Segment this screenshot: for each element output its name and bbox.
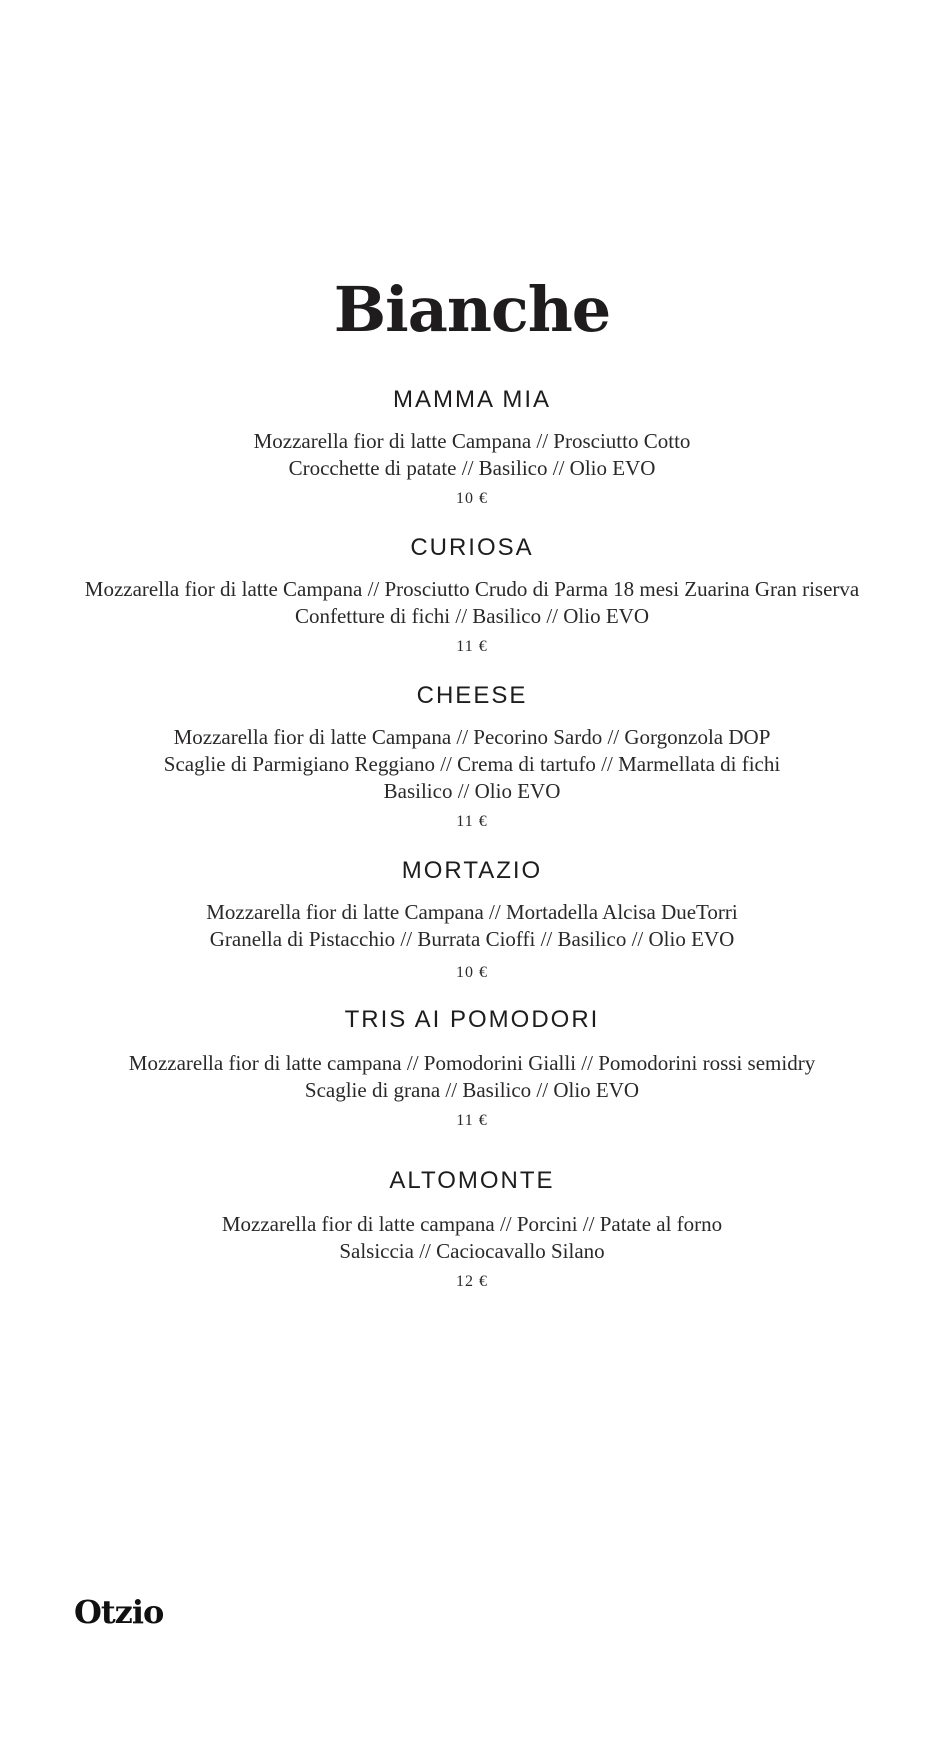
item-name: ALTOMONTE	[389, 1167, 555, 1194]
item-description	[0, 1211, 944, 1265]
description-line: Granella di Pistacchio // Burrata Cioffi // Basilico // Olio EVO	[209, 927, 735, 951]
item-price: 11 €	[456, 813, 488, 830]
item-price: 12 €	[456, 1273, 488, 1290]
item-name: CURIOSA	[410, 534, 534, 561]
description-line: Confetture di fichi // Basilico // Olio EVO	[294, 604, 650, 628]
menu-item-tris-ai-pomodori	[0, 1005, 944, 1133]
description-line: Scaglie di grana // Basilico // Olio EVO	[304, 1078, 640, 1102]
item-price: 11 €	[456, 638, 488, 655]
description-line: Mozzarella fior di latte campana // Porcini // Patate al forno	[221, 1212, 723, 1236]
description-line: Mozzarella fior di latte Campana // Prosciutto Crudo di Parma 18 mesi Zuarina Gran riserva	[84, 577, 860, 601]
menu-item-cheese	[0, 681, 944, 834]
description-line: Mozzarella fior di latte campana // Pomodorini Gialli // Pomodorini rossi semidry	[128, 1051, 816, 1075]
item-name: MAMMA MIA	[392, 386, 551, 413]
item-price: 10 €	[456, 490, 488, 507]
description-line: Mozzarella fior di latte Campana // Prosciutto Cotto	[253, 429, 691, 453]
item-description	[0, 428, 944, 482]
description-line: Mozzarella fior di latte Campana // Pecorino Sardo // Gorgonzola DOP	[173, 725, 771, 749]
item-name: TRIS AI POMODORI	[344, 1006, 600, 1033]
item-description	[0, 899, 944, 953]
menu-item-mortazio	[0, 856, 944, 985]
description-line: Salsiccia // Caciocavallo Silano	[339, 1239, 605, 1263]
item-name: CHEESE	[416, 682, 528, 709]
page-title: Bianche	[333, 273, 611, 346]
menu-item-mamma-mia	[0, 385, 944, 511]
item-price: 11 €	[456, 1112, 488, 1129]
item-name: MORTAZIO	[401, 857, 543, 884]
description-line: Scaglie di Parmigiano Reggiano // Crema di tartufo // Marmellata di fichi	[163, 752, 781, 776]
description-line: Basilico // Olio EVO	[383, 779, 561, 803]
item-description	[0, 576, 944, 630]
item-description	[0, 724, 944, 805]
menu-item-altomonte	[0, 1166, 944, 1294]
description-line: Crocchette di patate // Basilico // Olio EVO	[288, 456, 656, 480]
menu-item-curiosa	[0, 533, 944, 659]
brand-logo: Otzio	[74, 1593, 164, 1631]
item-description	[0, 1050, 944, 1104]
description-line: Mozzarella fior di latte Campana // Mortadella Alcisa DueTorri	[206, 900, 738, 924]
item-price: 10 €	[456, 964, 488, 981]
